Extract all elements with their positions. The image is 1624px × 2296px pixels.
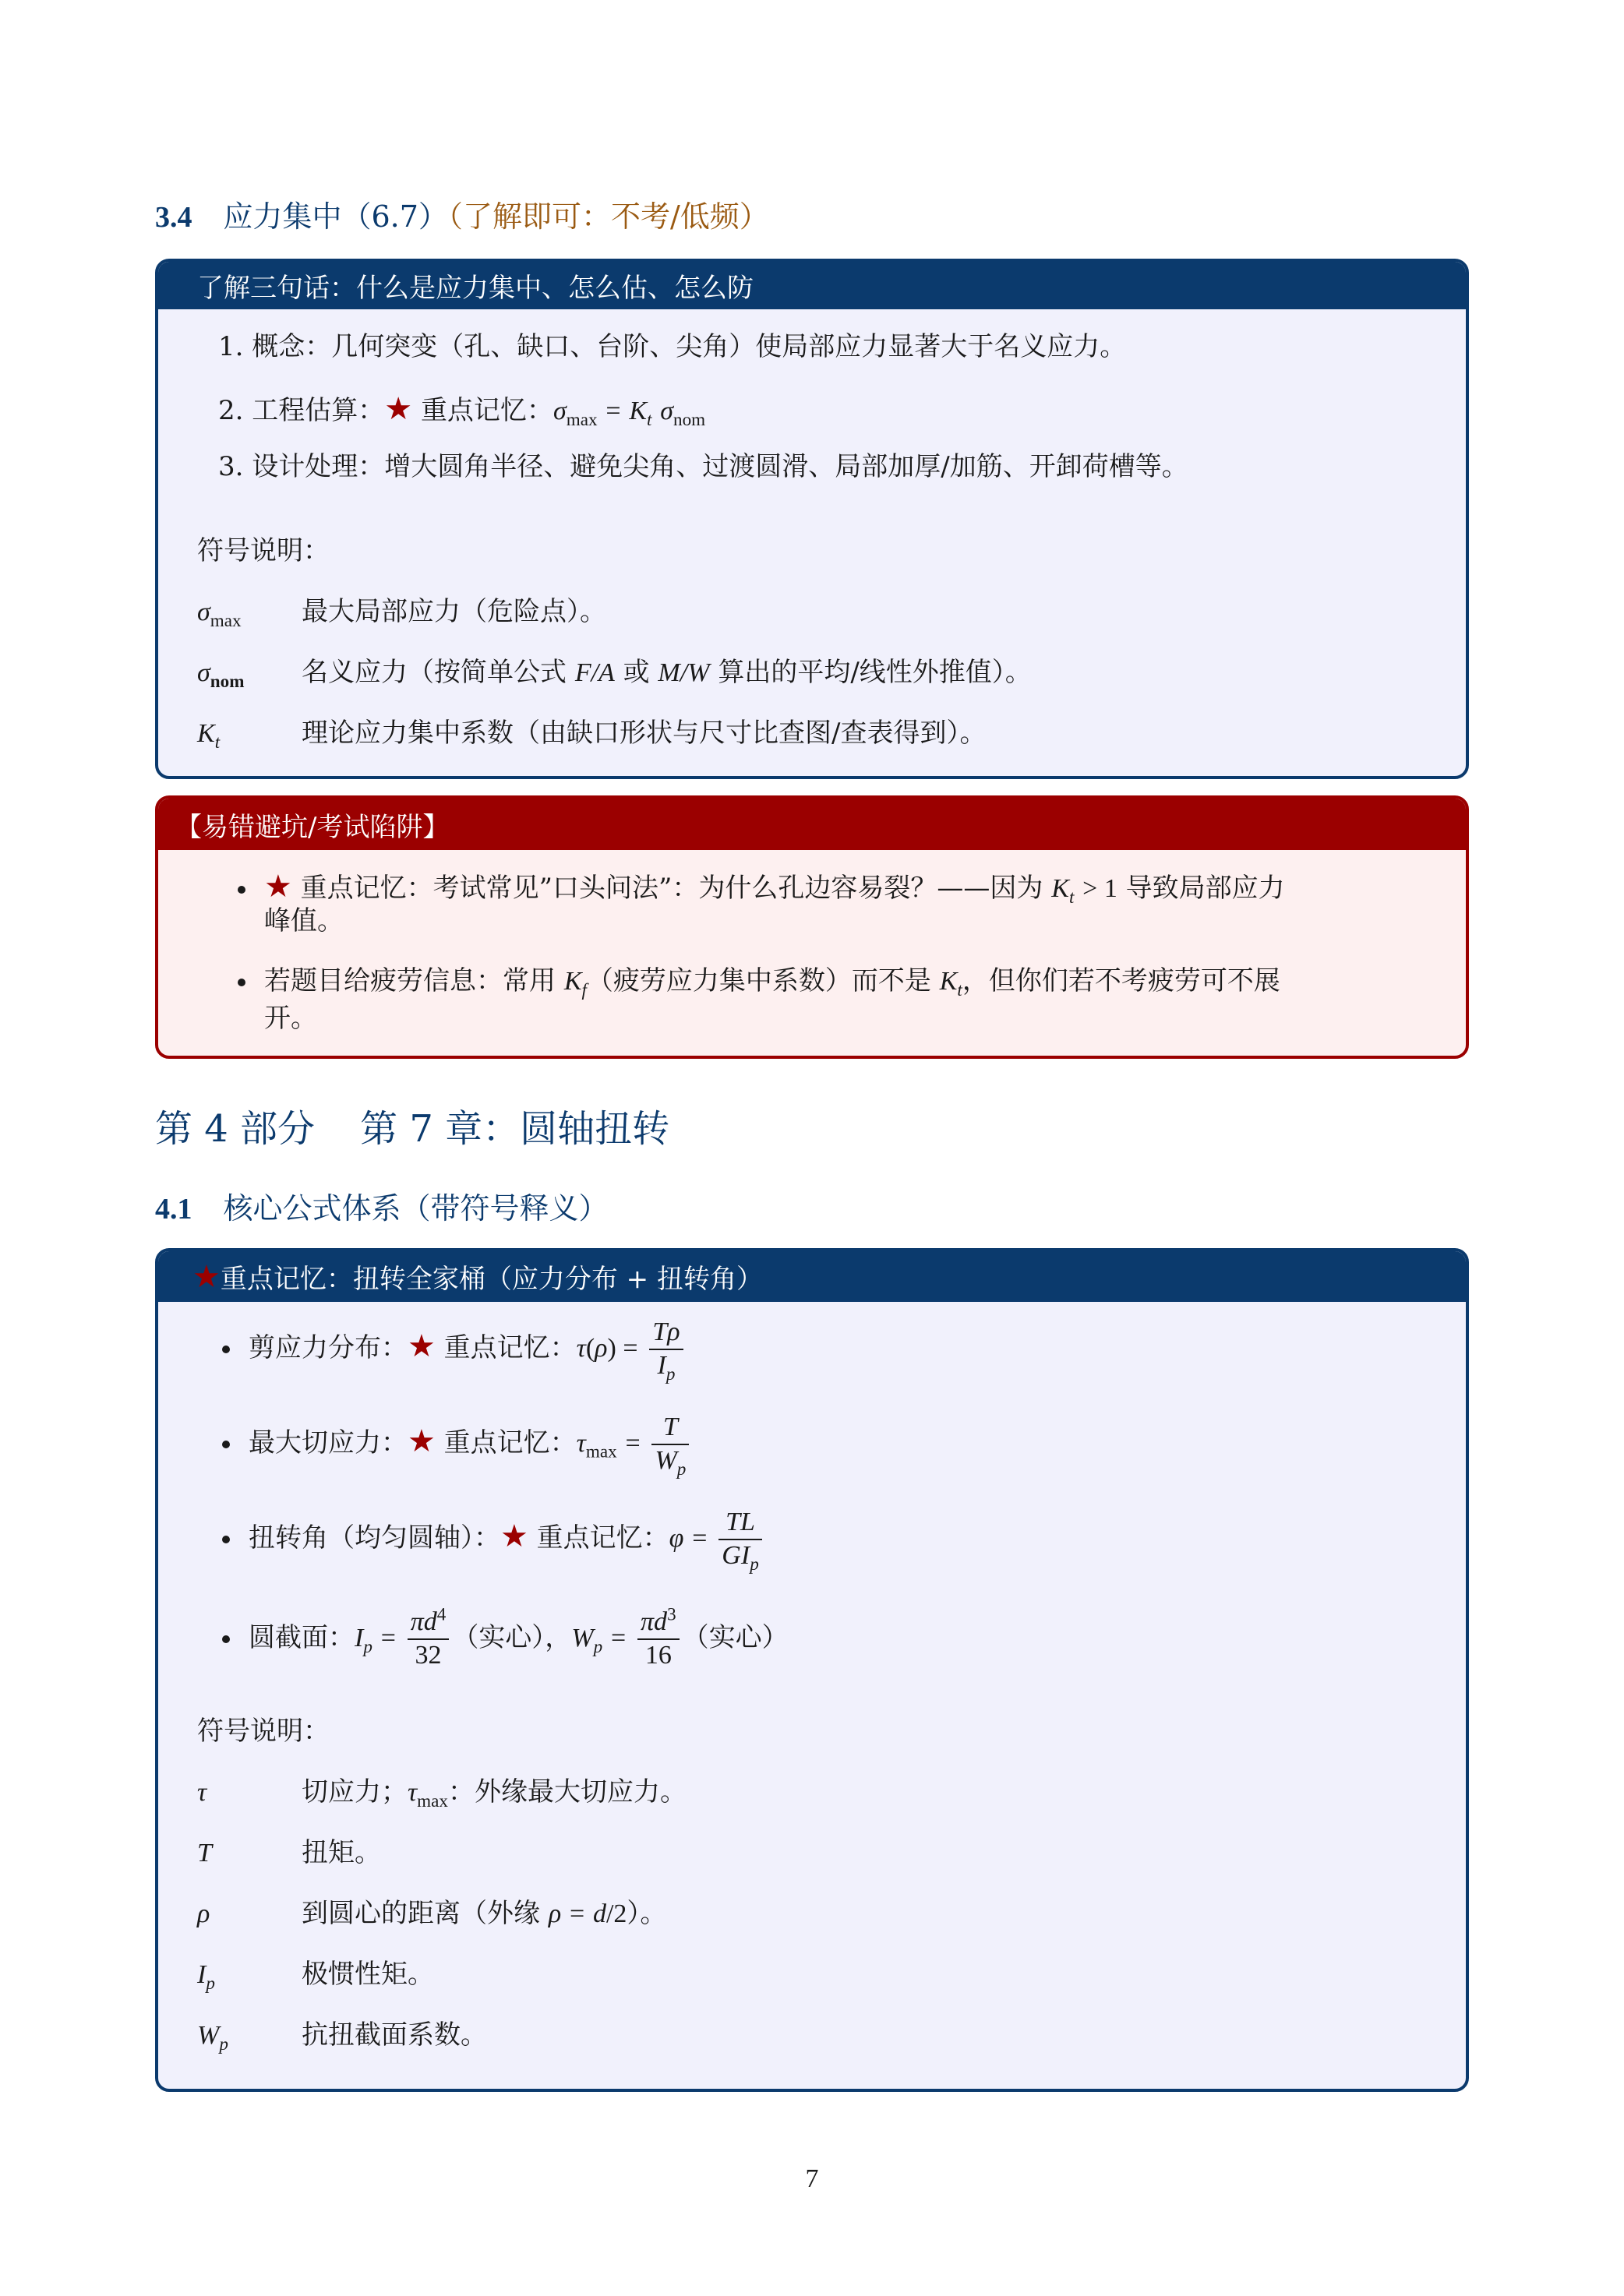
section-number: 3.4 <box>155 201 192 234</box>
symbols-title: 符号说明： <box>197 535 330 566</box>
pitfall-header: 【易错避坑/考试陷阱】 <box>158 799 1466 850</box>
box-header: 了解三句话：什么是应力集中、怎么估、怎么防 <box>158 262 1466 309</box>
page-number: 7 <box>805 2164 819 2193</box>
star-icon: ★ <box>408 1423 436 1459</box>
bullet-icon <box>222 1635 230 1643</box>
symbols-title: 符号说明： <box>197 1716 330 1747</box>
formula: $\sigma_{max} = K_t$ $\sigma_{nom}$ <box>553 397 706 430</box>
pitfall-item: 若题目给疲劳信息：常用 $K_f$（疲劳应力集中系数）而不是 $K_t$，但你们若不考疲劳可不展 <box>238 968 1280 995</box>
bullet-icon <box>222 1346 230 1353</box>
list-item: 1. 概念：几何突变（孔、缺口、台阶、尖角）使局部应力显著大于名义应力。 <box>218 331 1127 362</box>
list-item: 3. 设计处理：增大圆角半径、避免尖角、过渡圆滑、局部加厚/加筋、开卸荷槽等。 <box>218 451 1188 482</box>
formula-item: 圆截面：$I_p$ = $\frac{\pi d^4}{32}$ （实心），$W_p$ = $\frac{\pi d^3}{16}$ （实心） <box>222 1606 789 1672</box>
star-icon: ★ <box>192 1258 221 1295</box>
section-title: 应力集中（6.7） <box>223 199 448 234</box>
pitfall-item: ★ 重点记忆：考试常见”口头问法”：为什么孔边容易裂？——因为 $K_t > 1$ 导致局部应力 <box>238 871 1285 902</box>
formula-item: 剪应力分布：★ 重点记忆：τ(ρ) = $\frac{T\rho}{I_p}$ <box>222 1317 687 1382</box>
symbol-row: $W_p$ 抗扭截面系数。 <box>197 2019 487 2054</box>
pitfall-item-cont: 峰值。 <box>264 905 344 936</box>
star-icon: ★ <box>264 869 292 905</box>
section-number: 4.1 <box>155 1193 192 1226</box>
star-icon: ★ <box>384 391 413 427</box>
pitfall-item-cont: 开。 <box>264 1003 317 1034</box>
star-icon: ★ <box>408 1328 436 1364</box>
section-title: 核心公式体系（带符号释义） <box>223 1191 609 1226</box>
pitfall-box <box>155 795 1469 1059</box>
list-item: 2. 工程估算：★ 重点记忆：$\sigma_{max} = K_t$ $\sigma_{nom}$ <box>218 391 706 430</box>
formula-item: 扭转角（均匀圆轴）：★ 重点记忆：φ = $\frac{TL}{GI_p}$ <box>222 1507 765 1572</box>
symbol-row: $I_p$ 极惯性矩。 <box>197 1959 434 1994</box>
formula-item: 最大切应力：★ 重点记忆：$\tau_{max}$ = $\frac{T}{W_p}$ <box>222 1412 692 1477</box>
symbol-row: $\sigma_{nom}$ 名义应力（按简单公式 F/A 或 M/W 算出的平均/线性外推值）。 <box>197 657 1032 692</box>
bullet-icon <box>238 979 245 986</box>
section-note: （了解即可：不考/低频） <box>447 199 769 234</box>
symbol-row: $K_t$ 理论应力集中系数（由缺口形状与尺寸比查图/查表得到）。 <box>197 718 987 753</box>
bullet-icon <box>238 886 245 894</box>
symbol-row: $\sigma_{max}$ 最大局部应力（危险点）。 <box>197 596 606 631</box>
symbol-row: T 扭矩。 <box>197 1837 381 1868</box>
part-heading: 第 4 部分 第 7 章：圆轴扭转 <box>155 1107 670 1151</box>
star-icon: ★ <box>500 1518 528 1554</box>
bullet-icon <box>222 1441 230 1448</box>
symbol-row: τ 切应力；$\tau_{max}$：外缘最大切应力。 <box>197 1776 687 1811</box>
box-header: ★ 重点记忆：扭转全家桶（应力分布 + 扭转角） <box>158 1251 1466 1302</box>
section-heading-4-1 <box>155 1184 609 1227</box>
bullet-icon <box>222 1536 230 1543</box>
symbol-row: ρ 到圆心的距离（外缘 ρ = d/2）。 <box>197 1898 667 1929</box>
section-heading-3-4 <box>155 192 769 235</box>
